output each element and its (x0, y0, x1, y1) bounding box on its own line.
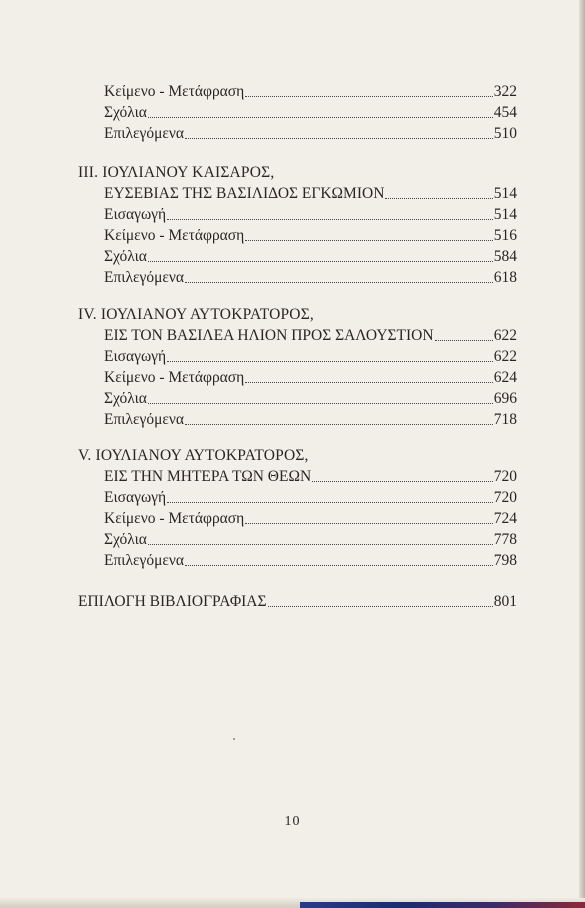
dot-leader (148, 544, 493, 545)
page-number: 10 (284, 814, 301, 829)
toc-entry-label: Σχόλια (104, 390, 147, 407)
toc-entry (104, 507, 517, 529)
section-title-line (104, 182, 517, 204)
dot-leader (167, 361, 493, 362)
dot-leader (148, 403, 493, 404)
toc-entry (104, 224, 517, 246)
paper-speck (233, 738, 235, 740)
dot-leader (245, 240, 492, 241)
toc-entry-label: Σχόλια (104, 531, 147, 548)
toc-entry-page: 724 (493, 510, 517, 527)
toc-entry (104, 122, 517, 144)
section-title-line (104, 324, 517, 346)
toc-entry-page: 778 (493, 531, 517, 548)
dot-leader (268, 606, 493, 607)
section-title-label: ΕΙΣ ΤΗΝ ΜΗΤΕΡΑ ΤΩΝ ΘΕΩΝ (104, 468, 312, 485)
toc-entry-label: Εισαγωγή (104, 348, 167, 365)
toc-entry-label: Επιλεγόμενα (104, 552, 185, 569)
toc-entry (104, 245, 517, 267)
page-edge (579, 0, 585, 908)
toc-entry-label: Εισαγωγή (104, 489, 167, 506)
toc-entry-label: ΕΠΙΛΟΓΗ ΒΙΒΛΙΟΓΡΑΦΙΑΣ (78, 593, 267, 610)
toc-entry (104, 366, 517, 388)
toc-entry (104, 266, 517, 288)
toc-entry-page: 322 (493, 83, 517, 100)
toc-entry-label: Εισαγωγή (104, 206, 167, 223)
toc-entry-label: Επιλεγόμενα (104, 125, 185, 142)
toc-entry-page: 696 (493, 390, 517, 407)
toc-entry-label: Κείμενο - Μετάφραση (104, 369, 245, 386)
toc-entry-page: 624 (493, 369, 517, 386)
section-title-label: ΕΥΣΕΒΙΑΣ ΤΗΣ ΒΑΣΙΛΙΔΟΣ ΕΓΚΩΜΙΟΝ (104, 185, 385, 202)
toc-entry (104, 101, 517, 123)
dot-leader (385, 198, 492, 199)
dot-leader (185, 282, 493, 283)
toc-entry-page: 720 (493, 468, 517, 485)
dot-leader (245, 382, 492, 383)
dot-leader (185, 565, 493, 566)
dot-leader (185, 138, 493, 139)
toc-entry (104, 528, 517, 550)
section-heading: IV. ΙΟΥΛΙΑΝΟΥ ΑΥΤΟΚΡΑΤΟΡΟΣ, (78, 306, 314, 323)
dot-leader (185, 424, 493, 425)
toc-entry-label: Κείμενο - Μετάφραση (104, 83, 245, 100)
toc-entry-page: 516 (493, 227, 517, 244)
toc-entry (104, 345, 517, 367)
dot-leader (148, 261, 493, 262)
book-cover-edge (300, 902, 585, 908)
toc-entry (104, 549, 517, 571)
toc-entry (104, 387, 517, 409)
toc-entry (104, 80, 517, 102)
toc-entry-page: 720 (493, 489, 517, 506)
toc-entry-page: 510 (493, 125, 517, 142)
toc-entry-page: 622 (493, 348, 517, 365)
toc-entry-page: 618 (493, 269, 517, 286)
toc-entry-label: Σχόλια (104, 248, 147, 265)
section-title-line (104, 465, 517, 487)
toc-entry-label: Επιλεγόμενα (104, 269, 185, 286)
toc-bibliography (78, 590, 517, 612)
toc-entry-label: Επιλεγόμενα (104, 411, 185, 428)
toc-entry-page: 622 (493, 327, 517, 344)
section-title-label: ΕΙΣ ΤΟΝ ΒΑΣΙΛΕΑ ΗΛΙΟΝ ΠΡΟΣ ΣΑΛΟΥΣΤΙΟΝ (104, 327, 434, 344)
section-heading: III. ΙΟΥΛΙΑΝΟΥ ΚΑΙΣΑΡΟΣ, (78, 164, 275, 181)
dot-leader (435, 340, 493, 341)
dot-leader (312, 481, 493, 482)
toc-entry-label: Κείμενο - Μετάφραση (104, 227, 245, 244)
dot-leader (245, 523, 492, 524)
toc-entry (104, 408, 517, 430)
toc-entry-page: 801 (493, 593, 517, 610)
dot-leader (148, 117, 493, 118)
section-heading: V. ΙΟΥΛΙΑΝΟΥ ΑΥΤΟΚΡΑΤΟΡΟΣ, (78, 447, 309, 464)
toc-entry-page: 454 (493, 104, 517, 121)
toc-entry-page: 718 (493, 411, 517, 428)
toc-entry (104, 203, 517, 225)
dot-leader (245, 96, 492, 97)
toc-entry-page: 584 (493, 248, 517, 265)
toc-entry-label: Κείμενο - Μετάφραση (104, 510, 245, 527)
toc-entry-label: Σχόλια (104, 104, 147, 121)
dot-leader (167, 219, 493, 220)
toc-entry (104, 486, 517, 508)
toc-entry-page: 514 (493, 206, 517, 223)
dot-leader (167, 502, 493, 503)
toc-entry-page: 798 (493, 552, 517, 569)
toc-entry-page: 514 (493, 185, 517, 202)
